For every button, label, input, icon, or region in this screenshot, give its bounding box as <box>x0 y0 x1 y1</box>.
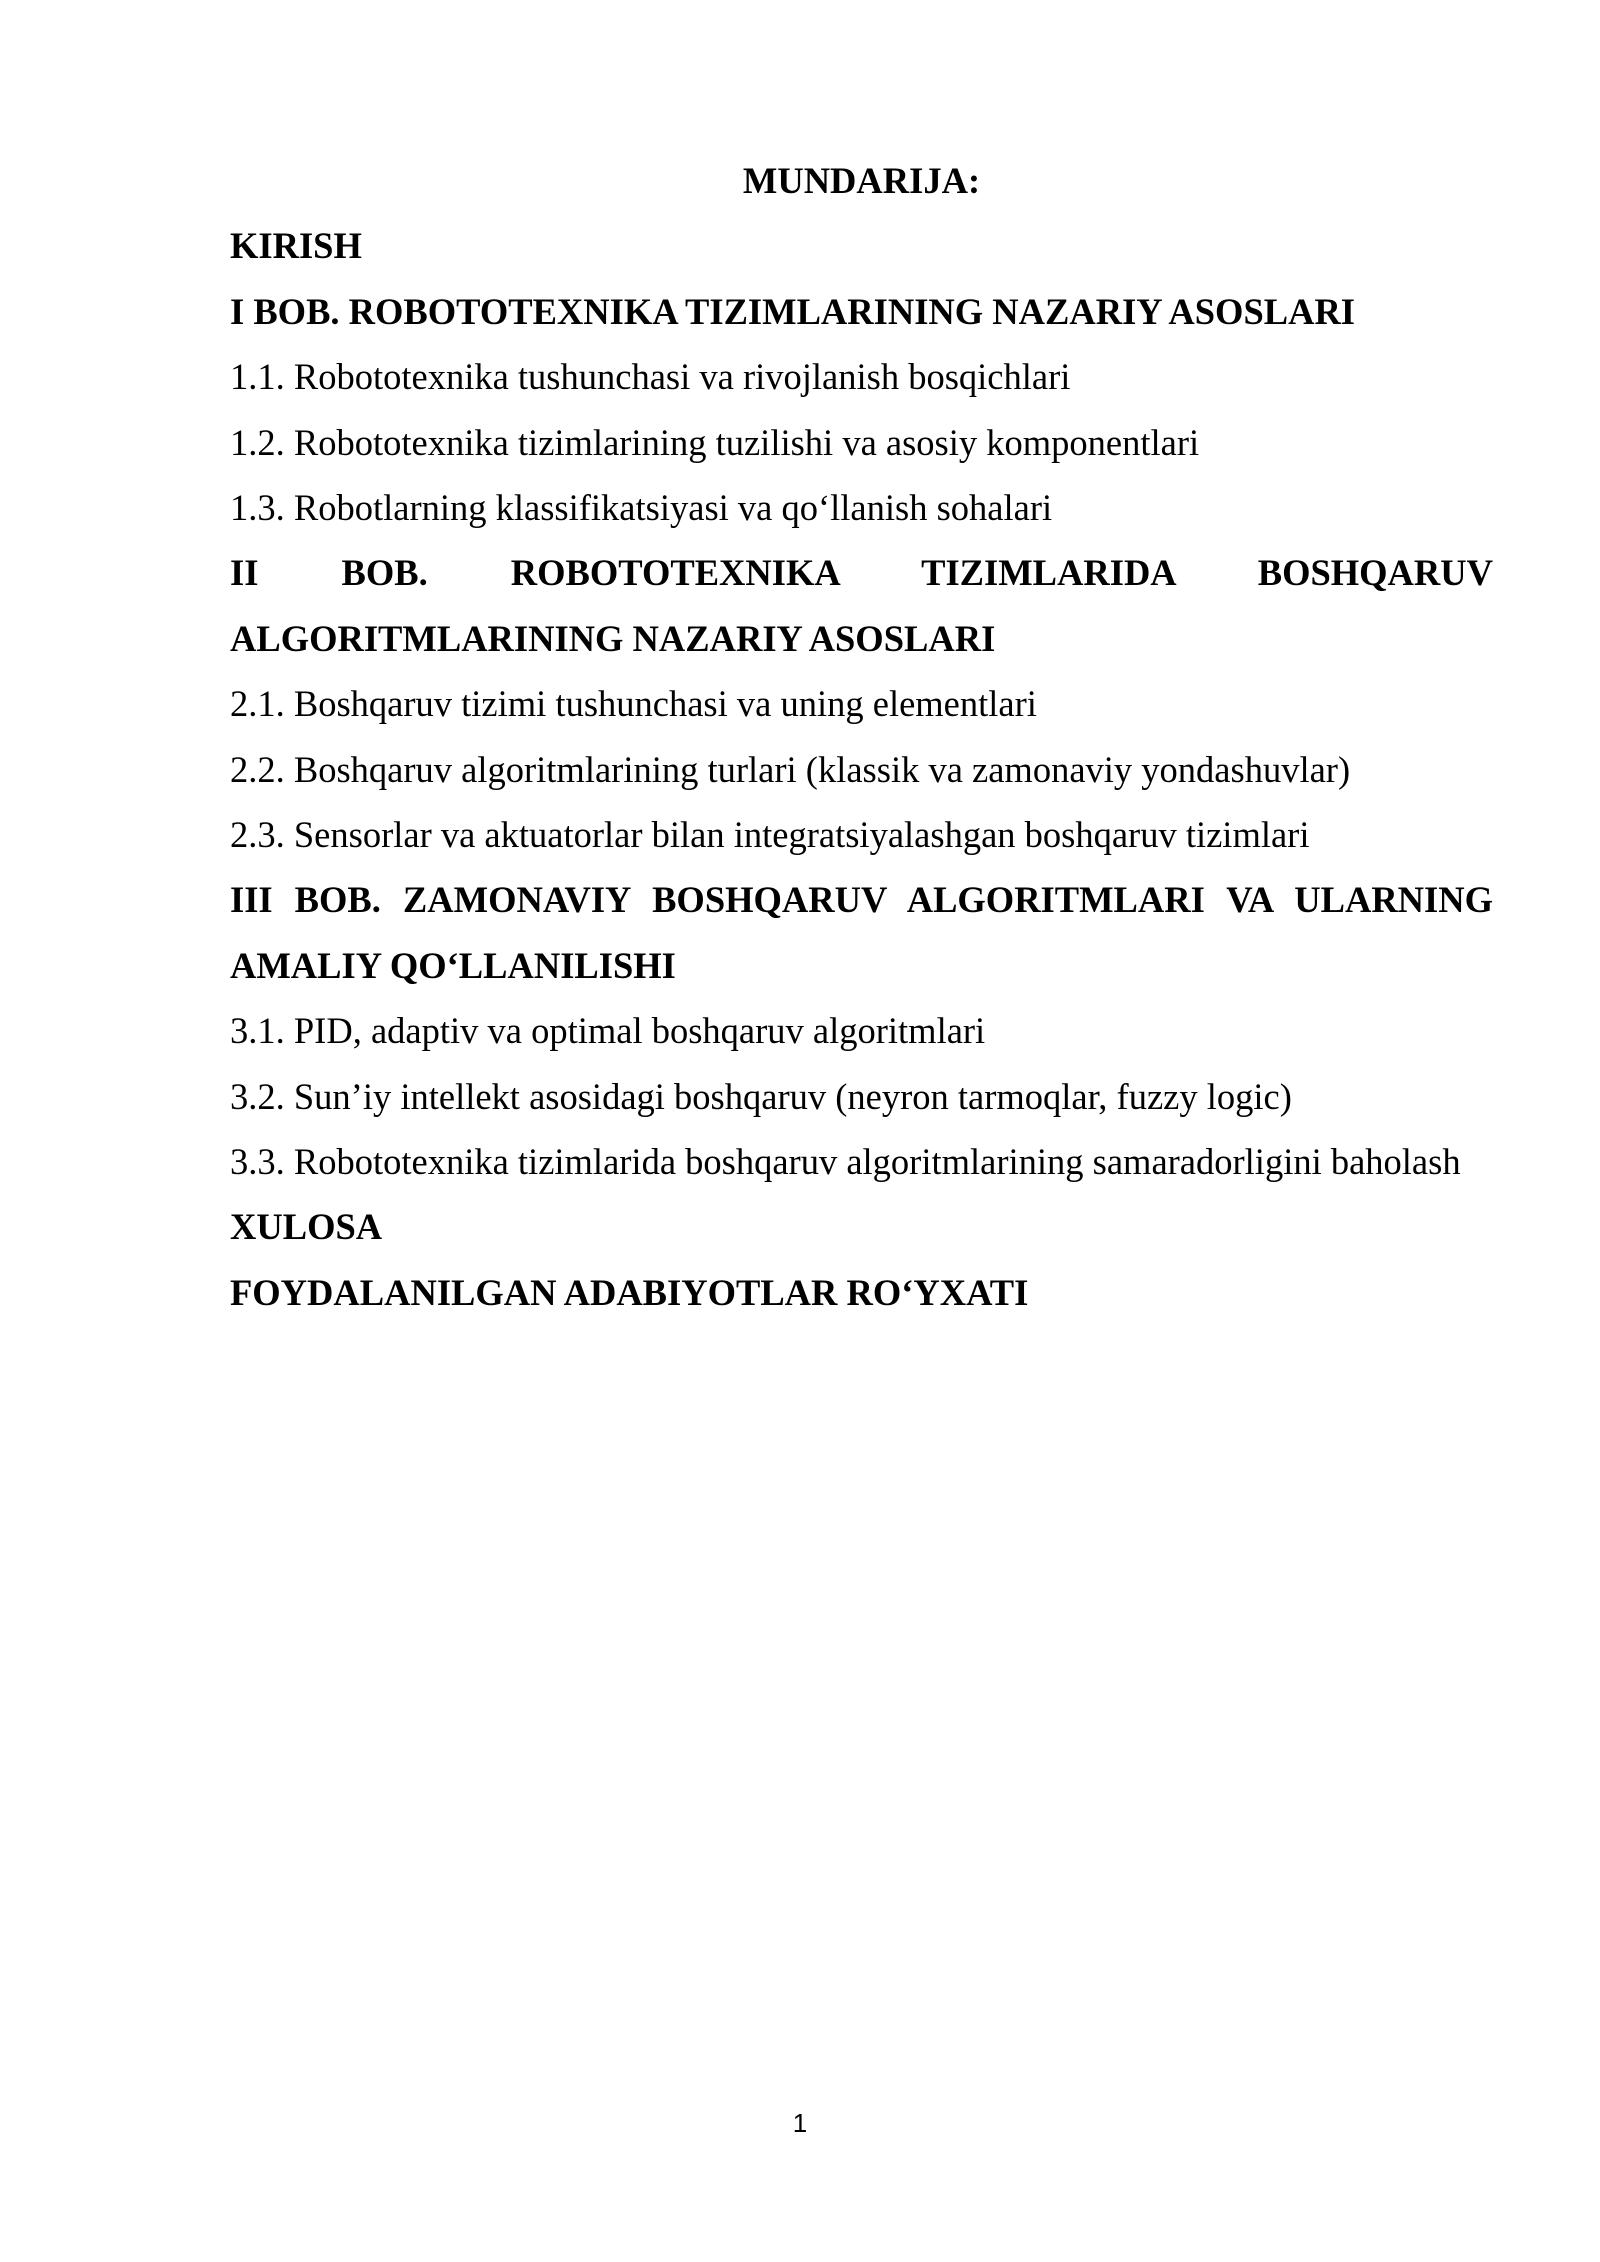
page-number: 1 <box>792 2108 808 2138</box>
toc-entry-introduction: KIRISH <box>230 225 362 267</box>
toc-entry-chapter-3: III BOB. ZAMONAVIY BOSHQARUV ALGORITMLARI VA ULARNING AMALIY QO‘LLANILISHI <box>230 879 1493 986</box>
toc-entry-section-3-2: 3.2. Sun’iy intellekt asosidagi boshqaruv (neyron tarmoqlar, fuzzy logic) <box>230 1075 1292 1117</box>
toc-entry-chapter-1: I BOB. ROBOTOTEXNIKA TIZIMLARINING NAZARIY ASOSLARI <box>230 290 1356 332</box>
toc-title: MUNDARIJA: <box>742 160 981 201</box>
toc-entry-section-1-3: 1.3. Robotlarning klassifikatsiyasi va qo‘llanish sohalari <box>230 487 1053 529</box>
toc-entry-section-1-2: 1.2. Robototexnika tizimlarining tuzilishi va asosiy komponentlari <box>230 421 1200 463</box>
toc-entry-references: FOYDALANILGAN ADABIYOTLAR RO‘YXATI <box>230 1271 1029 1313</box>
toc-entry-section-3-1: 3.1. PID, adaptiv va optimal boshqaruv algoritmlari <box>230 1010 986 1052</box>
toc-entry-conclusion: XULOSA <box>230 1206 383 1248</box>
toc-entry-section-3-3: 3.3. Robototexnika tizimlarida boshqaruv algoritmlarining samaradorligini baholash <box>230 1141 1461 1183</box>
toc-entry-section-2-3: 2.3. Sensorlar va aktuatorlar bilan integratsiyalashgan boshqaruv tizimlari <box>230 814 1310 856</box>
toc-entry-section-2-1: 2.1. Boshqaruv tizimi tushunchasi va uning elementlari <box>230 683 1037 725</box>
table-of-contents <box>230 148 1493 1325</box>
toc-entry-section-1-1: 1.1. Robototexnika tushunchasi va rivojlanish bosqichlari <box>230 356 1071 398</box>
toc-entry-chapter-2: II BOB. ROBOTOTEXNIKA TIZIMLARIDA BOSHQARUV ALGORITMLARINING NAZARIY ASOSLARI <box>230 552 1493 659</box>
toc-entry-section-2-2: 2.2. Boshqaruv algoritmlarining turlari (klassik va zamonaviy yondashuvlar) <box>230 748 1351 790</box>
